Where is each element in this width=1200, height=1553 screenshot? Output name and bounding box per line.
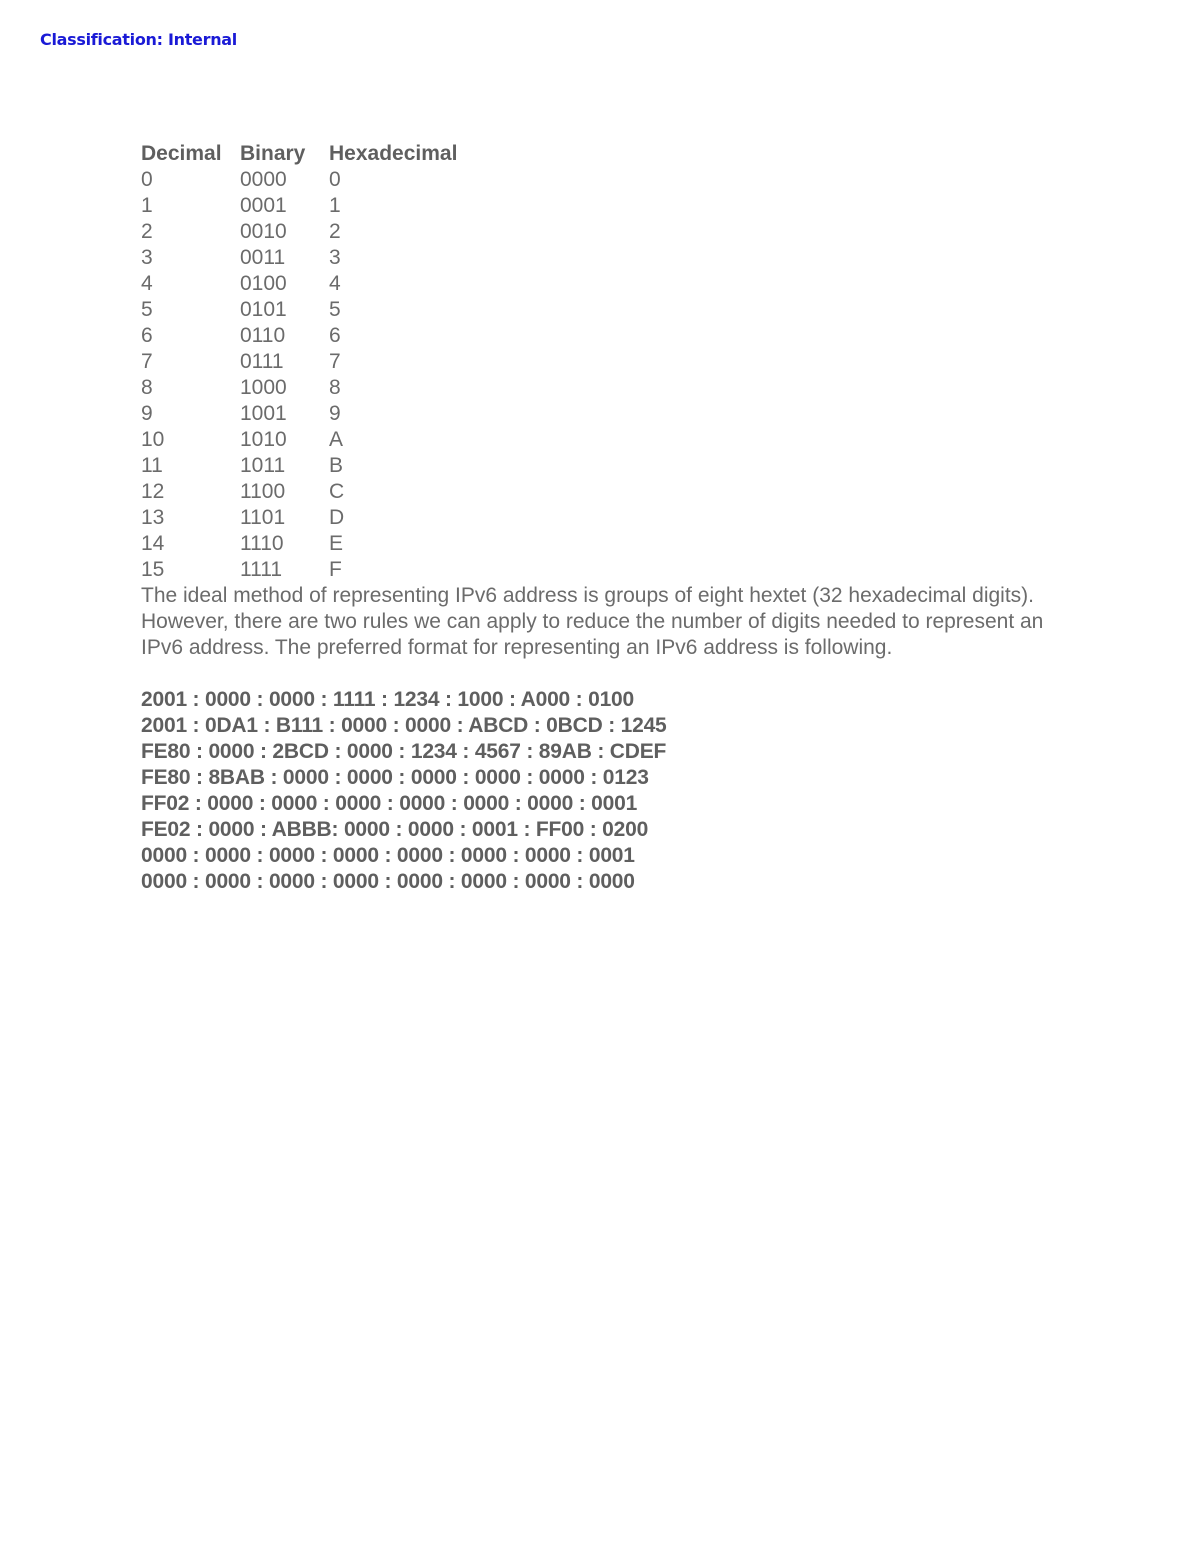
table-row: [141, 271, 529, 297]
hex-cell: B: [329, 454, 344, 477]
decimal-cell: 10: [141, 428, 165, 451]
binary-cell: 0010: [240, 220, 287, 243]
hex-cell: A: [329, 428, 344, 451]
binary-cell: 0011: [240, 246, 286, 269]
hex-cell: C: [329, 480, 345, 503]
decimal-cell: 6: [141, 324, 153, 347]
binary-cell: 1111: [240, 558, 283, 581]
header-decimal: Decimal: [141, 142, 222, 165]
table-row: [141, 427, 529, 453]
binary-cell: 0100: [240, 272, 287, 295]
table-row: [141, 167, 529, 193]
ipv6-address: FE80 : 8BAB : 0000 : 0000 : 0000 : 0000 : 0000 : 0123: [141, 766, 649, 789]
binary-cell: 0101: [240, 298, 287, 321]
header-binary: Binary: [240, 142, 306, 165]
binary-cell: 1110: [240, 532, 284, 555]
binary-cell: 0110: [240, 324, 286, 347]
ipv6-address: FE80 : 0000 : 2BCD : 0000 : 1234 : 4567 : 89AB : CDEF: [141, 740, 667, 763]
table-row: [141, 193, 529, 219]
decimal-cell: 5: [141, 298, 153, 321]
table-header-row: [141, 141, 529, 167]
decimal-cell: 7: [141, 350, 153, 373]
decimal-cell: 2: [141, 220, 153, 243]
decimal-cell: 1: [141, 194, 153, 217]
table-row: [141, 505, 529, 531]
table-row: [141, 453, 529, 479]
table-body: [141, 167, 529, 583]
hex-cell: 1: [329, 194, 341, 217]
hex-cell: 8: [329, 376, 341, 399]
decimal-cell: 15: [141, 558, 165, 581]
decimal-cell: 11: [141, 454, 163, 477]
decimal-cell: 9: [141, 402, 153, 425]
ipv6-address: 2001 : 0DA1 : B111 : 0000 : 0000 : ABCD : 0BCD : 1245: [141, 714, 667, 737]
table-row: [141, 219, 529, 245]
spacer: [141, 661, 1071, 687]
ipv6-address-list: [141, 687, 1071, 895]
binary-cell: 1001: [240, 402, 287, 425]
decimal-cell: 0: [141, 168, 153, 191]
table-row: [141, 349, 529, 375]
ipv6-address: FE02 : 0000 : ABBB: 0000 : 0000 : 0001 : FF00 : 0200: [141, 818, 649, 841]
hex-cell: 2: [329, 220, 341, 243]
table-row: [141, 401, 529, 427]
binary-cell: 1011: [240, 454, 286, 477]
ipv6-address: 0000 : 0000 : 0000 : 0000 : 0000 : 0000 : 0000 : 0001: [141, 844, 635, 867]
document-body: [141, 141, 1071, 895]
binary-cell: 1101: [240, 506, 286, 529]
table-row: [141, 531, 529, 557]
table-row: [141, 323, 529, 349]
ipv6-description: The ideal method of representing IPv6 address is groups of eight hextet (32 hexadecimal digits). However, there are two rules we can apply to reduce the number of digits needed to represent an IPv6 address. The preferred format for representing an IPv6 address is following.: [141, 584, 1044, 659]
decimal-cell: 13: [141, 506, 165, 529]
hex-cell: 0: [329, 168, 341, 191]
binary-cell: 0111: [240, 350, 284, 373]
hex-cell: 5: [329, 298, 341, 321]
table-row: [141, 479, 529, 505]
decimal-cell: 14: [141, 532, 165, 555]
header-hexadecimal: Hexadecimal: [329, 142, 458, 165]
binary-cell: 0000: [240, 168, 287, 191]
conversion-table: [141, 141, 529, 583]
binary-cell: 1010: [240, 428, 287, 451]
hex-cell: 3: [329, 246, 341, 269]
hex-cell: 4: [329, 272, 341, 295]
hex-cell: F: [329, 558, 342, 581]
hex-cell: D: [329, 506, 345, 529]
ipv6-address: 0000 : 0000 : 0000 : 0000 : 0000 : 0000 : 0000 : 0000: [141, 870, 635, 893]
table-row: [141, 245, 529, 271]
hex-cell: 6: [329, 324, 341, 347]
table-row: [141, 375, 529, 401]
table-row: [141, 557, 529, 583]
decimal-cell: 3: [141, 246, 153, 269]
decimal-cell: 4: [141, 272, 153, 295]
table-row: [141, 297, 529, 323]
binary-cell: 0001: [240, 194, 287, 217]
hex-cell: 7: [329, 350, 341, 373]
ipv6-address: 2001 : 0000 : 0000 : 1111 : 1234 : 1000 : A000 : 0100: [141, 688, 635, 711]
binary-cell: 1100: [240, 480, 286, 503]
binary-cell: 1000: [240, 376, 287, 399]
ipv6-address: FF02 : 0000 : 0000 : 0000 : 0000 : 0000 : 0000 : 0001: [141, 792, 638, 815]
hex-cell: E: [329, 532, 344, 555]
classification-label: Classification: Internal: [40, 30, 237, 49]
decimal-cell: 8: [141, 376, 153, 399]
decimal-cell: 12: [141, 480, 165, 503]
hex-cell: 9: [329, 402, 341, 425]
